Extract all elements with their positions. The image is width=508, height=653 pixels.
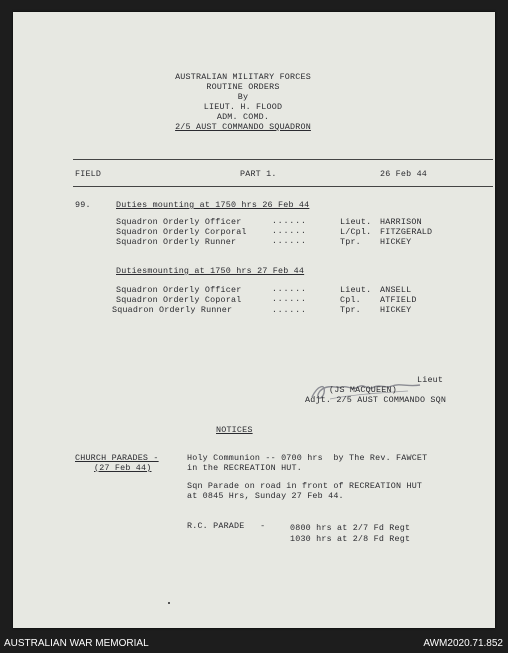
section2-dots-2: ...... xyxy=(272,295,307,304)
section1-rank-1: Lieut. xyxy=(340,217,372,227)
header-line-1: AUSTRALIAN MILITARY FORCES xyxy=(175,72,311,82)
document-page xyxy=(13,12,495,628)
part-field-label: FIELD xyxy=(75,169,102,179)
section2-rank-2: Cpl. xyxy=(340,295,361,305)
top-rule xyxy=(73,159,493,160)
section1-title: Duties mounting at 1750 hrs 26 Feb 44 xyxy=(116,200,310,210)
section2-duty-1: Squadron Orderly Officer xyxy=(116,285,242,295)
header-line-4: LIEUT. H. FLOOD xyxy=(203,102,283,112)
rc-parade-line-1: 0800 hrs at 2/7 Fd Regt xyxy=(290,523,411,533)
section2-name-2: ATFIELD xyxy=(380,295,417,305)
section1-name-3: HICKEY xyxy=(380,237,412,247)
section1-duty-2: Squadron Orderly Corporal xyxy=(116,227,247,237)
footer-institution: AUSTRALIAN WAR MEMORIAL xyxy=(4,638,149,649)
sqn-parade-line-1: Sqn Parade on road in front of RECREATION HUT xyxy=(187,481,423,491)
section1-duty-3: Squadron Orderly Runner xyxy=(116,237,237,247)
church-parades-date: (27 Feb 44) xyxy=(94,463,152,473)
rc-parade-line-2: 1030 hrs at 2/8 Fd Regt xyxy=(290,534,411,544)
header-line-3: By xyxy=(237,92,249,102)
notices-heading: NOTICES xyxy=(216,425,253,435)
signature-title: Adjt. 2/5 AUST COMMANDO SQN xyxy=(305,395,447,405)
header-line-5: ADM. COMD. xyxy=(216,112,270,122)
section2-name-3: HICKEY xyxy=(380,305,412,315)
section2-dots-1: ...... xyxy=(272,285,307,294)
holy-communion-line-2: in the RECREATION HUT. xyxy=(187,463,302,473)
header-line-2: ROUTINE ORDERS xyxy=(206,82,280,92)
bottom-rule xyxy=(73,186,493,187)
section2-title: Dutiesmounting at 1750 hrs 27 Feb 44 xyxy=(116,266,305,276)
section2-dots-3: ...... xyxy=(272,306,307,315)
section2-name-1: ANSELL xyxy=(380,285,412,295)
signature-name: (JS MACQUEEN) xyxy=(329,385,397,395)
section1-name-2: FITZGERALD xyxy=(380,227,433,237)
section1-rank-2: L/Cpl. xyxy=(340,227,372,237)
footer-accession-number: AWM2020.71.852 xyxy=(423,638,503,649)
rc-parade-label: R.C. PARADE - xyxy=(187,521,266,531)
section2-rank-1: Lieut. xyxy=(340,285,372,295)
section1-dots-3: ...... xyxy=(272,237,307,246)
signature-rank: Lieut xyxy=(417,375,444,385)
part-date: 26 Feb 44 xyxy=(380,169,428,179)
section1-dots-2: ...... xyxy=(272,227,307,236)
section2-duty-2: Squadron Orderly Coporal xyxy=(116,295,242,305)
section1-duty-1: Squadron Orderly Officer xyxy=(116,217,242,227)
holy-communion-line-1: Holy Communion -- 0700 hrs by The Rev. FAWCET xyxy=(187,453,428,463)
section1-name-1: HARRISON xyxy=(380,217,422,227)
header-line-6: 2/5 AUST COMMANDO SQUADRON xyxy=(175,122,311,132)
section1-dots-1: ...... xyxy=(272,217,307,226)
section2-duty-3: Squadron Orderly Runner xyxy=(112,305,233,315)
paper-speck xyxy=(168,602,170,604)
order-number: 99. xyxy=(75,200,91,210)
part-number: PART 1. xyxy=(240,169,277,179)
section1-rank-3: Tpr. xyxy=(340,237,361,247)
church-parades-label: CHURCH PARADES - xyxy=(75,453,159,463)
section2-rank-3: Tpr. xyxy=(340,305,361,315)
sqn-parade-line-2: at 0845 Hrs, Sunday 27 Feb 44. xyxy=(187,491,344,501)
